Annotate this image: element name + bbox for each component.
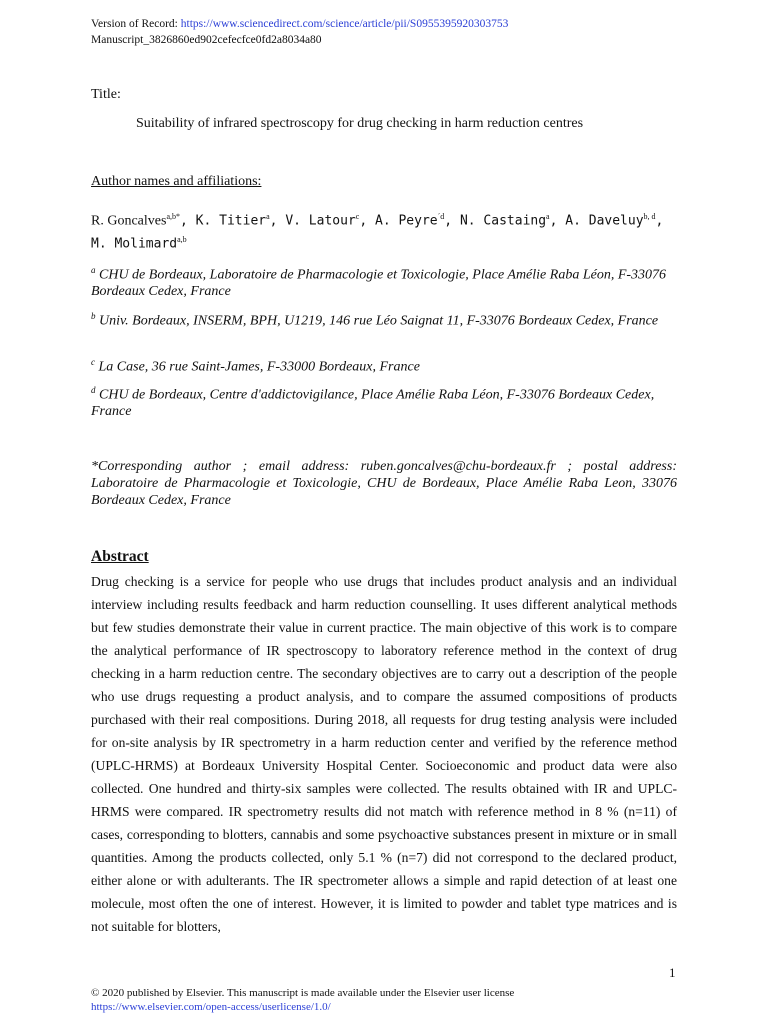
author-name: N. Castaing [459, 213, 547, 229]
affiliation-text: CHU de Bordeaux, Laboratoire de Pharmacologie et Toxicologie, Place Amélie Raba Léon, F-33076 Bordeaux Cedex, France [91, 267, 667, 300]
author-sup: a [546, 212, 550, 221]
title-label: Title: [91, 87, 121, 102]
author-name: K. Titier [195, 213, 267, 229]
author-name: A. Peyre [375, 213, 438, 229]
affiliation-a [91, 262, 681, 301]
version-url-link[interactable]: https://www.sciencedirect.com/science/article/pii/S0955395920303753 [180, 18, 509, 30]
corresponding-author: *Corresponding author ; email address: ruben.goncalves@chu-bordeaux.fr ; postal address: Laboratoire de Pharmacologie et Toxicologie, CHU de Bordeaux, Place Amélie Raba Leon, 33076 Bordeaux Cedex, France [91, 459, 677, 508]
author-sep: , [549, 213, 566, 229]
affiliation-d [91, 382, 681, 421]
affiliation-c [91, 354, 681, 376]
affiliation-text: CHU de Bordeaux, Centre d'addictovigilance, Place Amélie Raba Léon, F-33076 Bordeaux Cedex, France [91, 387, 655, 420]
license-url-link[interactable]: https://www.elsevier.com/open-access/userlicense/1.0/ [91, 1001, 331, 1013]
authors-heading: Author names and affiliations: [91, 174, 262, 189]
affiliation-mark: b [91, 311, 96, 321]
affiliation-text: La Case, 36 rue Saint-James, F-33000 Bordeaux, France [98, 359, 420, 375]
paper-title: Suitability of infrared spectroscopy for drug checking in harm reduction centres [136, 116, 584, 131]
affiliation-b [91, 308, 681, 330]
version-label: Version of Record: [91, 18, 181, 30]
abstract-text: Drug checking is a service for people who use drugs that includes product analysis and an individual interview including results feedback and harm reduction counselling. It uses different analytical methods but few studies demonstrate their value in current practice. The main objective of this work is to compare the analytical performance of IR spectroscopy to laboratory reference method in the context of drug checking in a harm reduction centre. The secondary objectives are to carry out a description of the people who use drugs requesting a product analysis, and to compare the assumed compositions of products purchased with their real compositions. During 2018, all requests for drug testing analysis were included for on-site analysis by IR spectrometry in a harm reduction center and verified by the reference method (UPLC-HRMS) at Bordeaux University Hospital Center. Socioeconomic and product data were also collected. One hundred and thirty-six samples were collected. The results obtained with IR and UPLC-HRMS were compared. IR spectrometry results did not match with reference method in 8 % (n=11) of cases, corresponding to blotters, cannabis and some psychoactive substances present in mixture or in small quantities. Among the products collected, only 5.1 % (n=7) did not correspond to the declared product, either alone or with adulterants. The IR spectrometer allows a simple and rapid detection of at least one molecule, most often the one of interest. However, it is limited to powder and tablet type matrices and is not suitable for blotters, [91, 574, 677, 934]
author-sup: c [355, 212, 360, 221]
author-sup: a,b [177, 235, 187, 245]
author-sep: , [359, 213, 375, 229]
abstract-heading: Abstract [91, 548, 149, 565]
license-text: © 2020 published by Elsevier. This manuscript is made available under the Elsevier user license [91, 987, 515, 999]
author-name: R. Goncalves [91, 213, 167, 229]
author-list [91, 207, 681, 254]
affiliation-mark: c [91, 357, 95, 367]
author-sep: , [655, 213, 664, 229]
author-sep: , [444, 213, 460, 229]
author-sep: , [269, 213, 286, 229]
affiliation-mark: d [91, 385, 96, 395]
author-sep: , [180, 213, 196, 229]
footer [91, 986, 514, 1014]
page-number: 1 [669, 965, 676, 980]
author-sup: a [266, 212, 270, 221]
affiliation-mark: a [91, 265, 96, 275]
affiliation-text: Univ. Bordeaux, INSERM, BPH, U1219, 146 rue Léo Saignat 11, F-33076 Bordeaux Cedex, France [99, 313, 659, 329]
author-name: A. Daveluy [565, 213, 644, 229]
author-name: V. Latour [285, 213, 356, 229]
author-name: M. Molimard [91, 236, 178, 252]
author-sup: ´d [437, 212, 445, 221]
author-sup: a,b* [166, 212, 180, 221]
manuscript-id: Manuscript_3826860ed902cefecfce0fd2a8034a80 [91, 34, 322, 46]
author-sup: b, d [643, 212, 656, 221]
version-of-record [91, 17, 508, 31]
